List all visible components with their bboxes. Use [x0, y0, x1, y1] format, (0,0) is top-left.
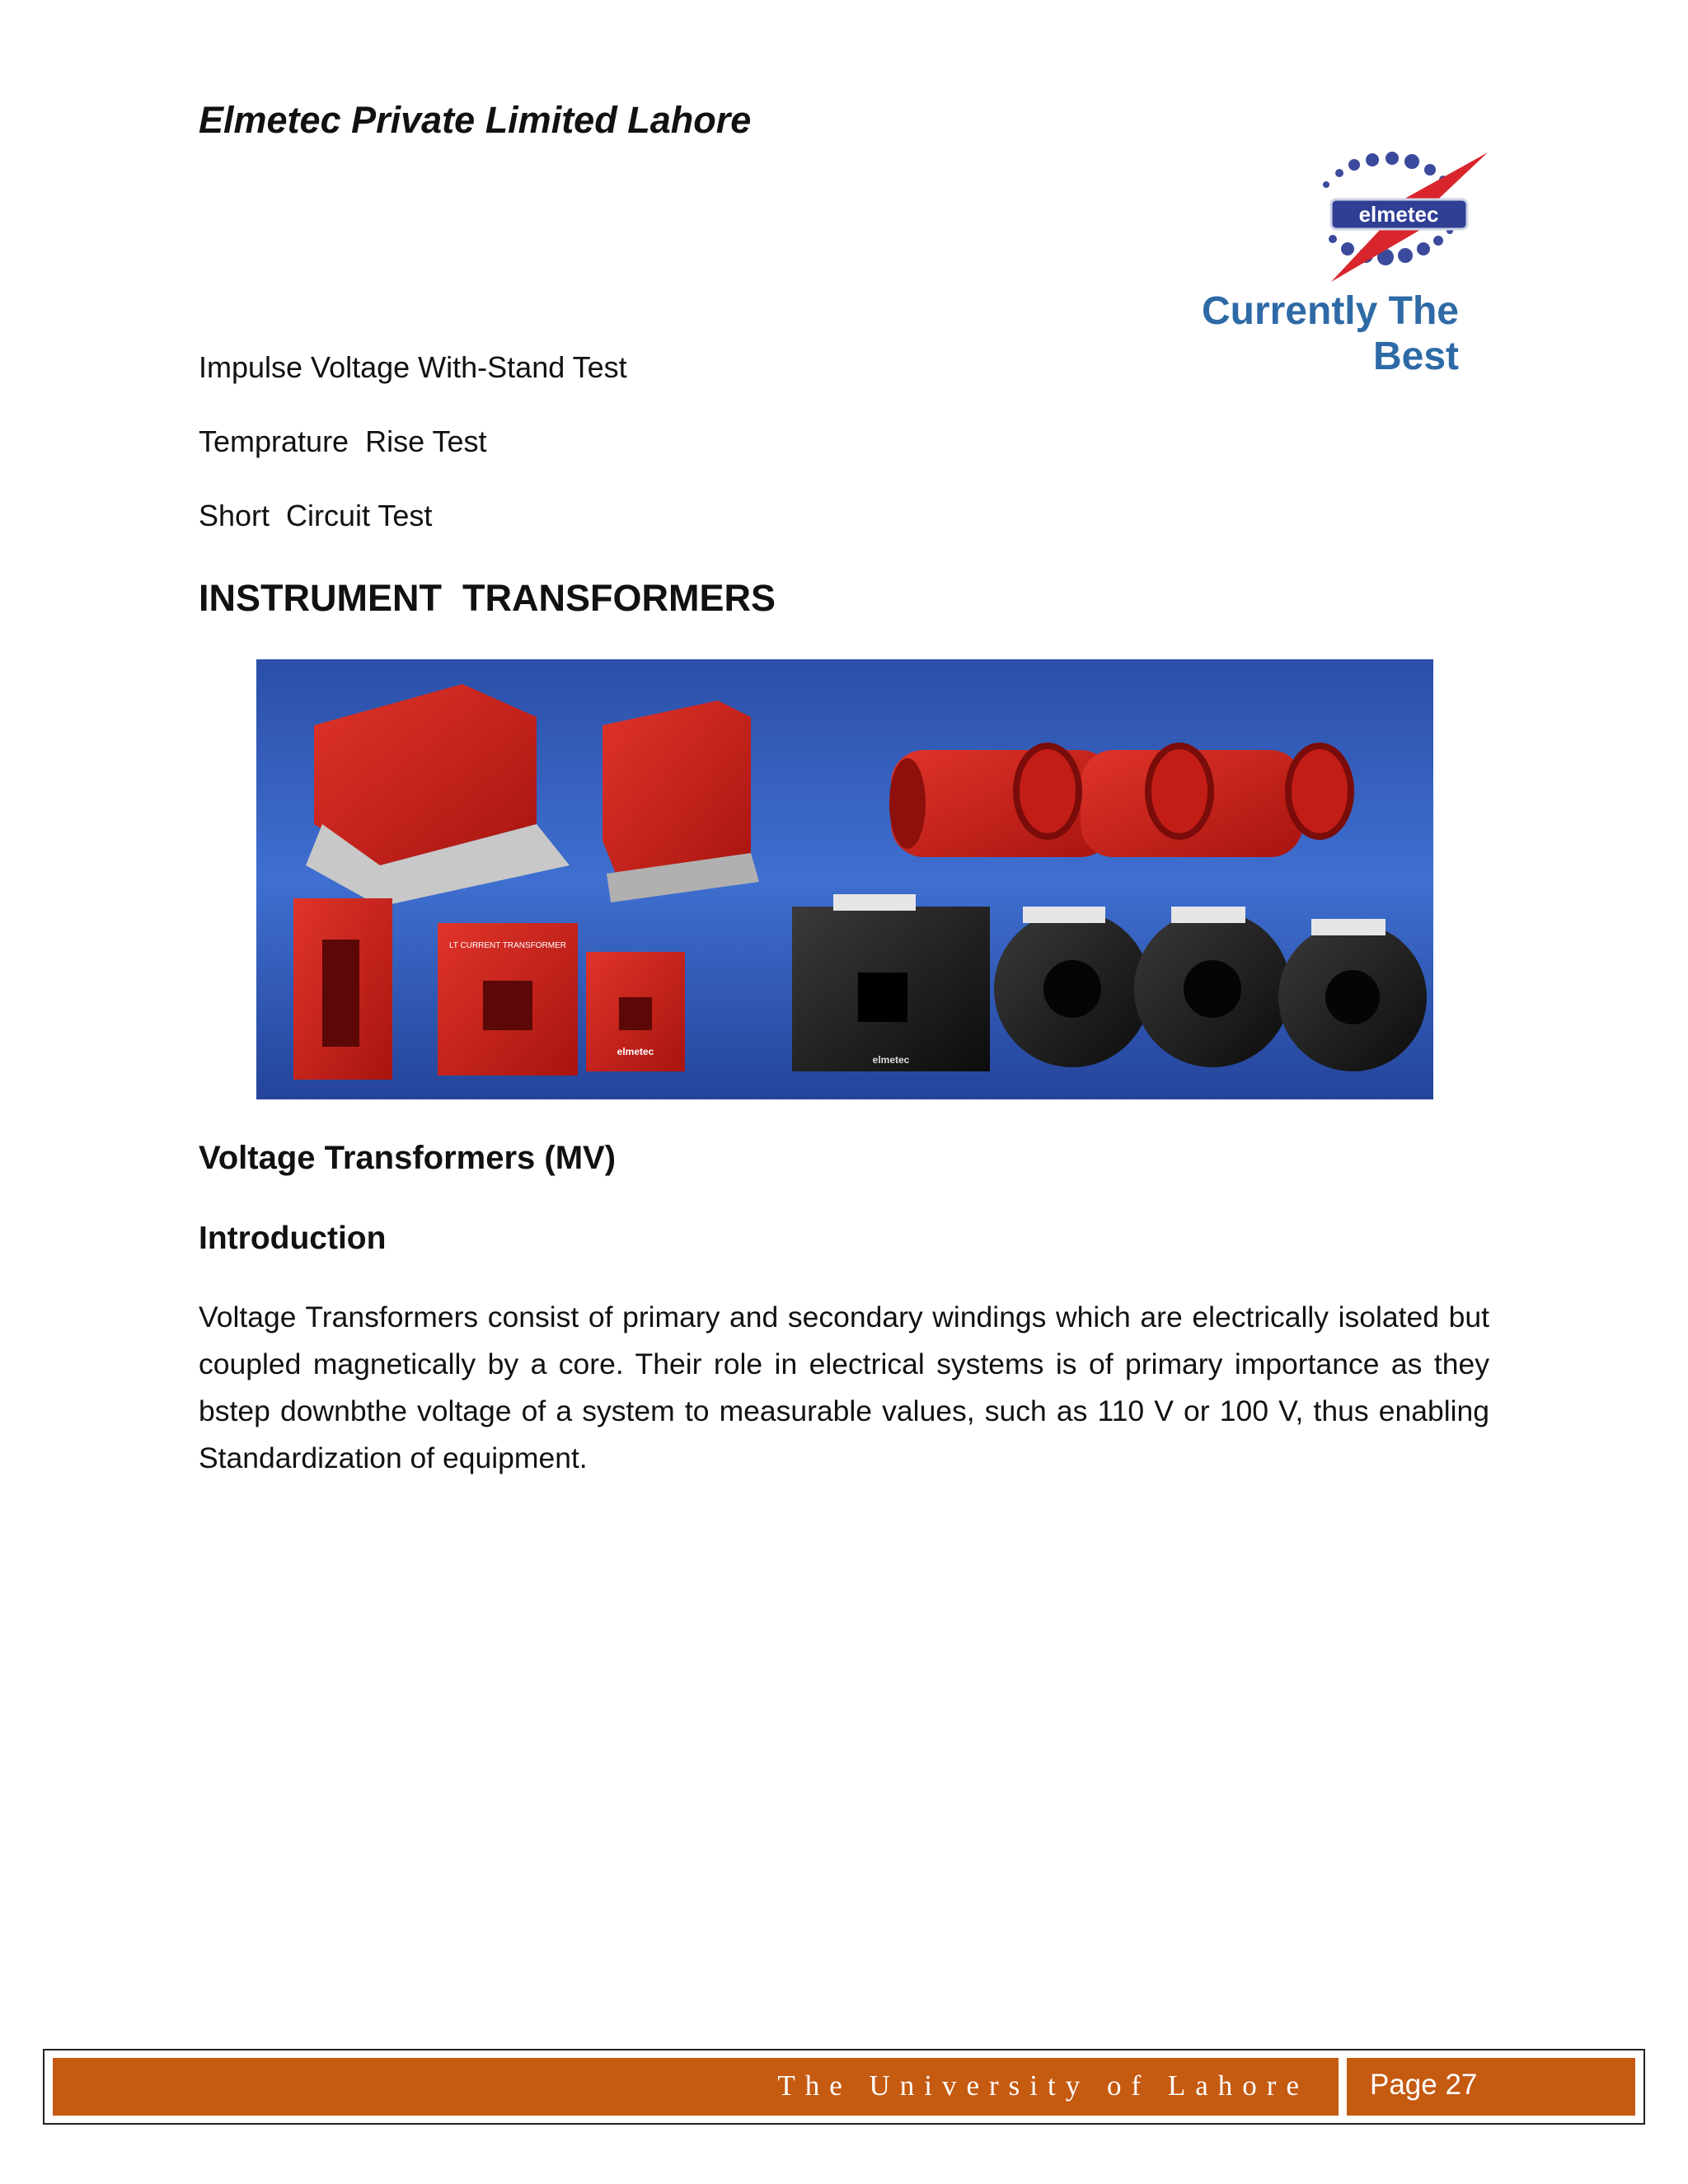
photo-label: elmetec: [872, 1054, 910, 1066]
footer-university: The University of Lahore: [777, 2069, 1309, 2102]
instrument-transformers-photo: [256, 659, 1433, 1099]
test-item: Impulse Voltage With-Stand Test: [199, 350, 627, 384]
company-title: Elmetec Private Limited Lahore: [199, 99, 752, 141]
photo-label: elmetec: [617, 1046, 654, 1057]
footer-university-bar: [53, 2058, 1339, 2116]
section-title: INSTRUMENT TRANSFORMERS: [199, 577, 776, 619]
elmetec-logo: [1315, 148, 1492, 284]
intro-heading: Introduction: [199, 1221, 387, 1256]
intro-paragraph: Voltage Transformers consist of primary and secondary windings which are electrically isolated but coupled magnetically by a core. Their role in electrical systems is of primary importance as they bstep downbthe voltage of a system to measurable values, such as 110 V or 100 V, thus enabling Standardization of equipment.: [199, 1301, 1489, 1474]
tagline: Currently The Best: [1201, 289, 1459, 378]
footer-page-box: [1347, 2058, 1635, 2116]
test-item: Temprature Rise Test: [199, 424, 487, 458]
page-number: Page 27: [1370, 2069, 1478, 2101]
photo-label: LT CURRENT TRANSFORMER: [448, 941, 567, 950]
test-item: Short Circuit Test: [199, 499, 433, 532]
logo-text: elmetec: [1358, 202, 1439, 227]
subsection-title: Voltage Transformers (MV): [199, 1140, 617, 1176]
